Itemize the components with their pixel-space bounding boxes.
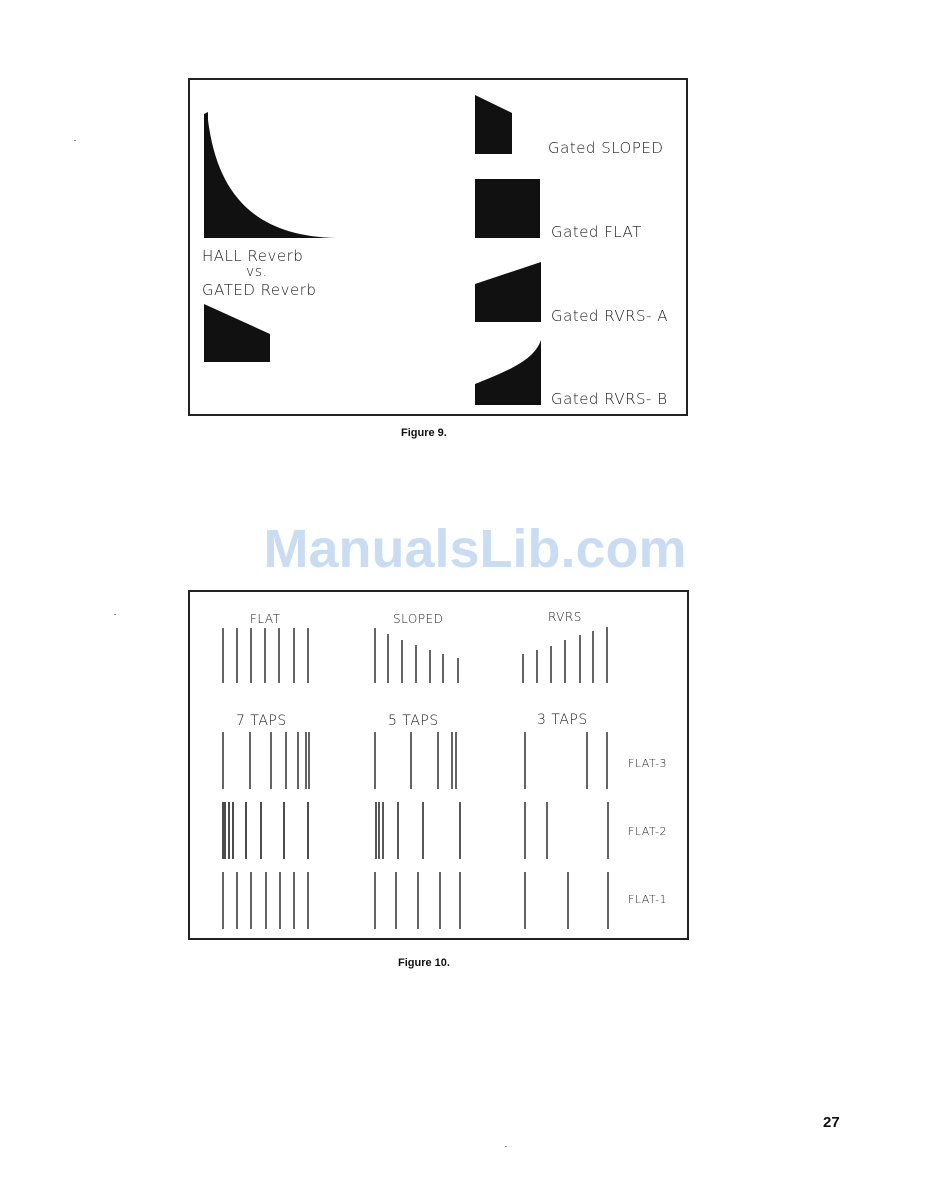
rvrs-column-label: RVRS	[548, 610, 582, 624]
vs-label: vs.	[246, 264, 268, 280]
three-taps-label: 3 TAPS	[537, 712, 588, 728]
watermark: ManualsLib.com	[263, 519, 687, 579]
gated-reverb-label: GATED Reverb	[202, 281, 317, 299]
figure-9-caption: Figure 9.	[401, 427, 447, 439]
scan-speck	[114, 614, 116, 615]
figure-10-tap-lines	[190, 592, 691, 942]
gated-flat-label: Gated FLAT	[551, 223, 642, 241]
flat-column-label: FLAT	[250, 612, 281, 626]
seven-taps-label: 7 TAPS	[236, 713, 287, 729]
figure-10-frame	[188, 590, 689, 940]
flat-2-label: FLAT-2	[628, 825, 668, 838]
hall-reverb-label: HALL Reverb	[202, 247, 304, 265]
flat-1-label: FLAT-1	[628, 893, 668, 906]
flat-3-label: FLAT-3	[628, 757, 668, 770]
gated-rvrs-b-label: Gated RVRS- B	[551, 390, 668, 408]
gated-sloped-label: Gated SLOPED	[548, 139, 664, 157]
scan-speck	[505, 1146, 507, 1147]
five-taps-label: 5 TAPS	[388, 713, 439, 729]
figure-9-frame	[188, 78, 688, 416]
gated-sloped-shape	[475, 95, 512, 154]
gated-rvrs-a-label: Gated RVRS- A	[551, 307, 668, 325]
gated-reverb-shape	[204, 304, 270, 362]
page-number: 27	[823, 1114, 840, 1131]
gated-rvrs-a-shape	[475, 262, 541, 322]
gated-rvrs-b-shape	[475, 340, 541, 405]
sloped-column-label: SLOPED	[393, 612, 444, 626]
figure-10-caption: Figure 10.	[398, 957, 450, 969]
gated-flat-shape	[475, 179, 540, 238]
hall-reverb-decay-shape	[204, 112, 336, 238]
scan-speck	[74, 140, 76, 141]
